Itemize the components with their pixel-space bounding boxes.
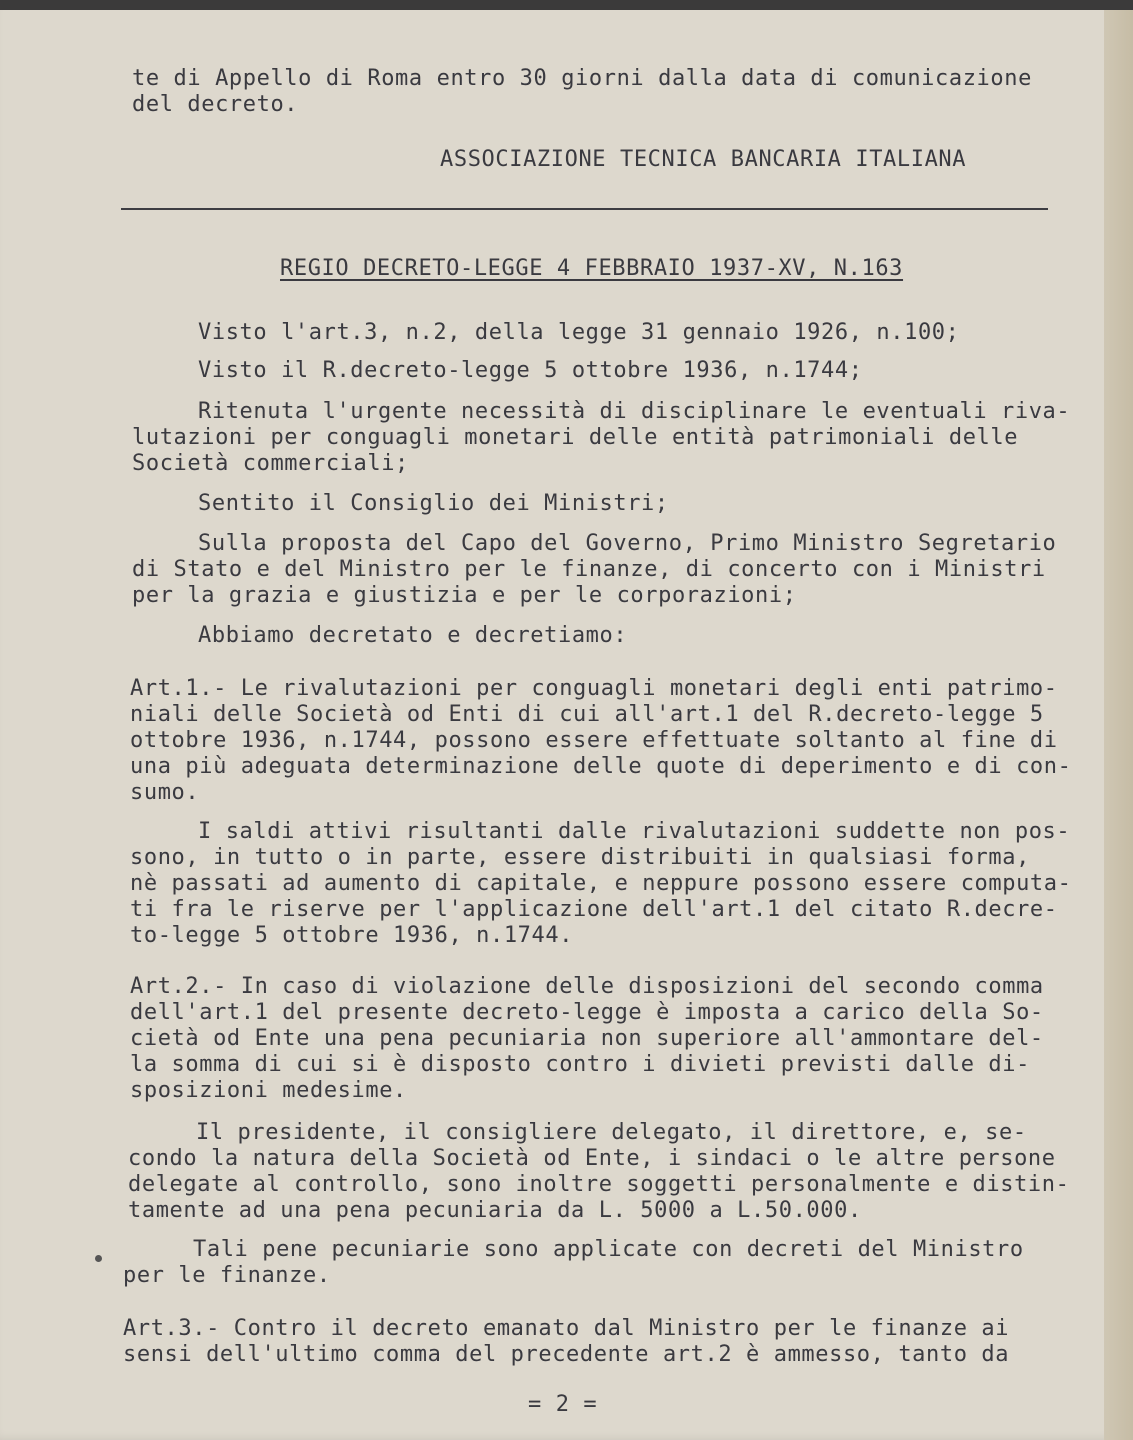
preamble-line: di Stato e del Ministro per le finanze, di concerto con i Ministri [132, 557, 1046, 582]
article-2-line: dell'art.1 del presente decreto-legge è imposta a carico della So- [130, 1000, 1044, 1025]
article-2-line: per le finanze. [123, 1263, 331, 1288]
signature-line: ASSOCIAZIONE TECNICA BANCARIA ITALIANA [440, 147, 967, 172]
preamble-line: Visto il R.decreto-legge 5 ottobre 1936, n.1744; [198, 358, 863, 383]
article-1-line: ottobre 1936, n.1744, possono essere effettuate soltanto al fine di [130, 728, 1058, 753]
preamble-line: Ritenuta l'urgente necessità di disciplinare le eventuali riva- [198, 399, 1071, 424]
article-1-line: sono, in tutto o in parte, essere distribuiti in qualsiasi forma, [130, 845, 1030, 870]
article-2-line: delegate al controllo, sono inoltre soggetti personalmente e distin- [128, 1172, 1070, 1197]
preamble-line: Sulla proposta del Capo del Governo, Primo Ministro Segretario [198, 531, 1057, 556]
preamble-line: Sentito il Consiglio dei Ministri; [198, 491, 669, 516]
decree-title: REGIO DECRETO-LEGGE 4 FEBBRAIO 1937-XV, N.163 [280, 256, 904, 281]
preamble-line: Abbiamo decretato e decretiamo: [198, 623, 628, 648]
article-1-line: Art.1.- Le rivalutazioni per conguagli monetari degli enti patrimo- [130, 676, 1058, 701]
article-1-line: to-legge 5 ottobre 1936, n.1744. [130, 923, 574, 948]
article-2-line: sposizioni medesime. [130, 1078, 407, 1103]
article-1-line: sumo. [130, 780, 200, 805]
article-1-line: niali delle Società od Enti di cui all'art.1 del R.decreto-legge 5 [130, 702, 1044, 727]
article-1-line: una più adeguata determinazione delle quote di deperimento e di con- [130, 754, 1072, 779]
article-1-line: nè passati ad aumento di capitale, e neppure possono essere computa- [130, 871, 1072, 896]
article-2-line: Tali pene pecuniarie sono applicate con decreti del Ministro [193, 1237, 1024, 1262]
page-edge [1104, 0, 1133, 1440]
article-2-line: Il presidente, il consigliere delegato, il direttore, e, se- [196, 1120, 1027, 1145]
preamble-line: lutazioni per conguagli monetari delle entità patrimoniali delle [132, 425, 1019, 450]
article-2-line: condo la natura della Società od Ente, i sindaci o le altre persone [128, 1146, 1056, 1171]
article-2-line: tamente ad una pena pecuniaria da L. 5000 a L.50.000. [128, 1198, 862, 1223]
continuation-line: te di Appello di Roma entro 30 giorni dalla data di comunicazione [132, 66, 1032, 91]
preamble-line: Visto l'art.3, n.2, della legge 31 gennaio 1926, n.100; [198, 320, 960, 345]
article-1-line: I saldi attivi risultanti dalle rivalutazioni suddette non pos- [198, 819, 1071, 844]
ink-mark [95, 1255, 102, 1262]
scan-border [0, 0, 1133, 10]
page-number: = 2 = [528, 1392, 598, 1417]
article-2-line: la somma di cui si è disposto contro i divieti previsti dalle di- [130, 1052, 1030, 1077]
article-2-line: Art.2.- In caso di violazione delle disposizioni del secondo comma [130, 974, 1044, 999]
article-2-line: cietà od Ente una pena pecuniaria non superiore all'ammontare del- [130, 1026, 1044, 1051]
article-1-line: ti fra le riserve per l'applicazione dell'art.1 del citato R.decre- [130, 897, 1058, 922]
article-3-line: sensi dell'ultimo comma del precedente art.2 è ammesso, tanto da [123, 1342, 1010, 1367]
continuation-line: del decreto. [132, 92, 299, 117]
preamble-line: per la grazia e giustizia e per le corporazioni; [132, 583, 797, 608]
article-3-line: Art.3.- Contro il decreto emanato dal Ministro per le finanze ai [123, 1316, 1010, 1341]
separator-rule [121, 208, 1048, 210]
preamble-line: Società commerciali; [132, 451, 409, 476]
